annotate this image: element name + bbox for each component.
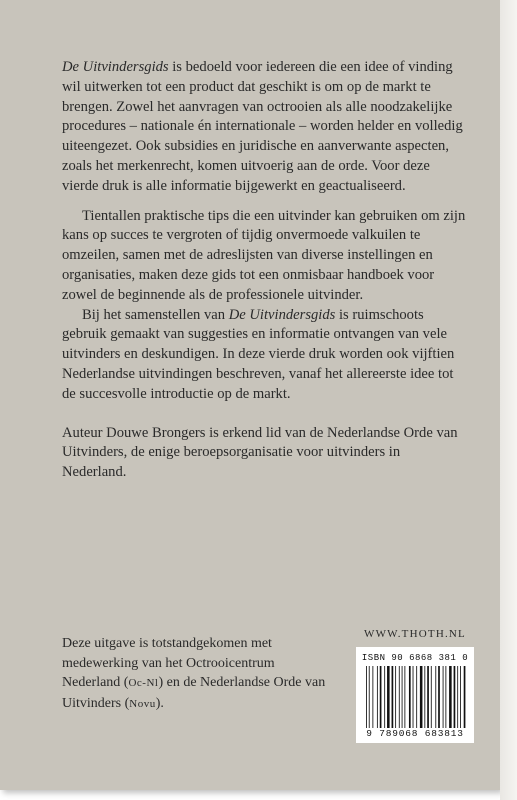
author-bio: Auteur Douwe Brongers is erkend lid van de Nederlandse Orde van Uitvinders, de enige beroepsorganisatie voor uitvinders in Nederland. — [62, 424, 458, 481]
paragraph-intro — [62, 58, 467, 197]
isbn-number: ISBN 90 6868 381 0 — [361, 653, 469, 663]
barcode-label — [356, 647, 474, 743]
paragraph-compilation — [62, 306, 467, 405]
novu-abbr: Novu — [129, 697, 156, 710]
colophon — [62, 634, 332, 714]
book-title: De Uitvindersgids — [228, 306, 336, 323]
book-title: De Uitvindersgids — [62, 59, 169, 75]
colophon-text: ). — [155, 695, 164, 711]
paragraph-intro-text: is bedoeld voor iedereen die een idee of vinding wil uitwerken tot een product dat geschikt is om op de markt te brengen. Zowel het aanvragen van octrooien als alle noodzakelijke procedures – nationale én internationale – worden helder en volledig uiteengezet. Ook subsidies en juridische en aanverwante aspecten, zoals het merkenrecht, komen uitvoerig aan de orde. Voor deze vierde druk is alle informatie bijgewerkt en geactualiseerd. — [62, 59, 463, 194]
blurb-text — [62, 58, 467, 483]
paragraph-compilation-before: Bij het samenstellen van — [82, 306, 229, 323]
octrooicentrum-abbr: Oc-Nl — [128, 677, 159, 689]
page-edge — [500, 0, 517, 800]
barcode-icon — [364, 666, 466, 728]
barcode-digits: 9 789068 683813 — [366, 728, 464, 739]
colophon-text: ) en de Nederlandse Orde van Uitvinders ( — [62, 675, 326, 711]
paragraph-compilation-after: is ruimschoots gebruik gemaakt van suggesties en informatie ontvangen van vele uitvinders en deskundigen. In deze vierde druk worden ook vijftien Nederlandse uitvindingen beschreven, vanaf het allereerste idee tot de succesvolle introductie op de markt. — [62, 306, 455, 402]
colophon-text: Deze uitgave is totstandgekomen met medewerking van het Octrooicentrum Nederland ( — [62, 636, 275, 690]
paragraph-tips: Tientallen praktische tips die een uitvinder kan gebruiken om zijn kans op succes te vergroten of tijdig onvermoede valkuilen te omzeilen, samen met de adreslijsten van diverse instellingen en organisaties, maken deze gids tot een onmisbaar handboek voor zowel de beginnende als de professionele uitvinder. — [62, 207, 466, 303]
publisher-website: WWW.THOTH.NL — [364, 628, 466, 640]
